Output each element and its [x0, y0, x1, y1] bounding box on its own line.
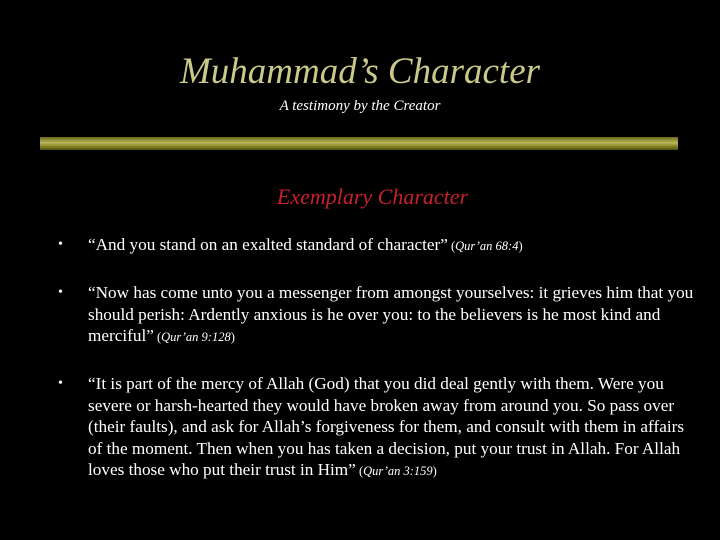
reference-open-paren: ( — [153, 330, 162, 344]
title-divider-bar — [40, 137, 678, 150]
quran-reference — [356, 464, 437, 478]
reference-citation: Qur’an 3:159 — [363, 464, 433, 478]
bullet-text — [88, 234, 698, 258]
reference-citation: Qur’an 9:128 — [161, 330, 231, 344]
slide-title: Muhammad’s Character — [179, 51, 541, 92]
reference-open-paren: ( — [355, 464, 364, 478]
bullet-dot-icon: • — [58, 285, 63, 300]
bullet-dot-icon: • — [58, 237, 63, 252]
reference-close-paren: ) — [230, 330, 235, 344]
bullet-text — [88, 282, 698, 349]
reference-citation: Qur’an 68:4 — [455, 239, 519, 253]
slide-subtitle: A testimony by the Creator — [279, 98, 441, 114]
quran-reference — [448, 239, 523, 253]
quran-reference — [154, 330, 235, 344]
reference-close-paren: ) — [432, 464, 437, 478]
quote-text: “And you stand on an exalted standard of character” — [88, 235, 448, 254]
section-heading: Exemplary Character — [276, 184, 469, 209]
quote-text: “Now has come unto you a messenger from amongst yourselves: it grieves him that you should perish: Ardently anxious is he over you: to the believers is he most kind and merciful” — [88, 283, 694, 345]
bullet-text — [88, 373, 698, 483]
bullet-dot-icon: • — [58, 376, 63, 391]
reference-close-paren: ) — [518, 239, 523, 253]
quote-text: “It is part of the mercy of Allah (God) that you did deal gently with them. Were you severe or harsh-hearted they would have broken away from around you. So pass over (their faults), and ask for Allah’s forgiveness for them, and consult with them in affairs of the moment. Then when you has taken a decision, put your trust in Allah. For Allah loves those who put their trust in Him” — [88, 374, 685, 479]
reference-open-paren: ( — [447, 239, 456, 253]
